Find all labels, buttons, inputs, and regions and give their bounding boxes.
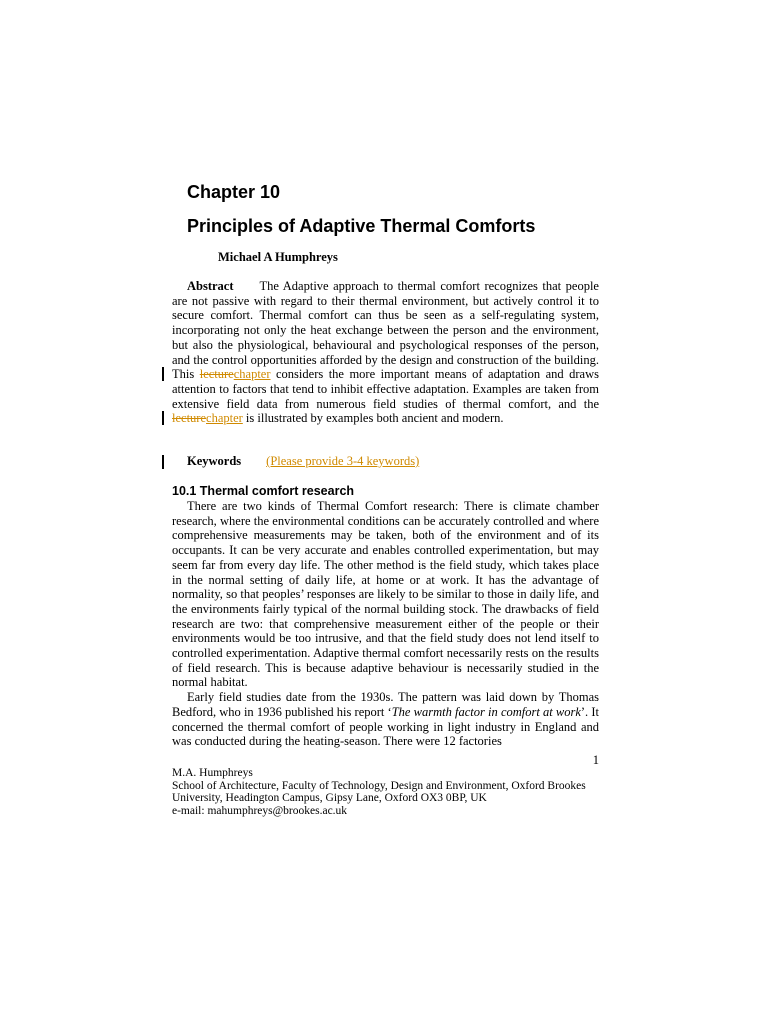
keywords-line [187,454,419,469]
change-bar [162,455,164,469]
author-name: Michael A Humphreys [218,250,338,264]
abstract-text: The Adaptive approach to thermal comfort recognizes that people are not passive with regard to their thermal environment, but actively control it to secure comfort. Thermal comfort can thus be seen as a self-regulating system, incorporating not only the heat exchange between the person and the environment, but also the physiological, behavioural and psychological responses of the person, and the control opportunities afforded by the design and construction of the building. This [172,279,599,382]
tracked-deletion[interactable]: lecture [172,411,207,426]
tracked-insertion[interactable]: chapter [233,367,271,382]
chapter-title: Principles of Adaptive Thermal Comforts [187,216,536,236]
footnote-email: e-mail: mahumphreys@brookes.ac.uk [172,804,348,817]
change-bar [162,367,164,381]
section-paragraph [172,690,599,748]
abstract-text: is illustrated by examples both ancient and modern. [242,411,504,426]
footnote-affiliation: School of Architecture, Faculty of Technology, Design and Environment, Oxford Brookes [172,779,586,792]
paragraph-text: ’. It concerned the thermal comfort of people working in light industry in England and was conducted during the heating-season. There were 12 factories [172,704,599,748]
abstract-text: considers the more important means of adaptation and draws attention to factors that tend to inhibit effective adaptation. Examples are taken from extensive field data from numerous field studies of thermal comfort, and the [172,367,599,411]
section-heading: 10.1 Thermal comfort research [172,484,355,498]
author-footnote [172,767,612,817]
footnote-name: M.A. Humphreys [172,767,253,779]
paragraph-text: Early field studies date from the 1930s. The pattern was laid down by Thomas Bedford, who in 1936 published his report ‘ [172,690,599,719]
report-title: The warmth factor in comfort at work [391,704,581,719]
abstract-paragraph [172,279,599,426]
section-body [172,499,599,748]
keywords-label: Keywords [187,454,242,468]
change-bar [162,411,164,425]
keywords-placeholder[interactable]: (Please provide 3-4 keywords) [266,454,420,468]
tracked-insertion[interactable]: chapter [206,411,243,426]
section-paragraph: There are two kinds of Thermal Comfort research: There is climate chamber research, where the environmental conditions can be accurately controlled and where comprehensive measurements may be taken, both of the environment and of its occupants. It can be very accurate and enables controlled experimentation, but may seem far from every day life. The other method is the field study, which takes place in the normal setting of daily life, at home or at work. It has the advantage of normality, so that peoples’ responses are likely to be similar to those in daily life, and the environments fairly typical of the normal building stock. The drawbacks of field research are two: that comprehensive measurement either of the people or their environments would be too intrusive, and that the field study does not lend itself to controlled experimentation. Adaptive thermal comfort necessarily rests on the results of field research. This is because adaptive behaviour is necessarily studied in the normal habitat. [172,499,599,690]
chapter-label: Chapter 10 [187,182,281,202]
page-number: 1 [592,753,599,767]
footnote-affiliation: University, Headington Campus, Gipsy Lane, Oxford OX3 0BP, UK [172,792,487,804]
tracked-deletion[interactable]: lecture [199,367,234,382]
abstract-label: Abstract [187,279,234,293]
